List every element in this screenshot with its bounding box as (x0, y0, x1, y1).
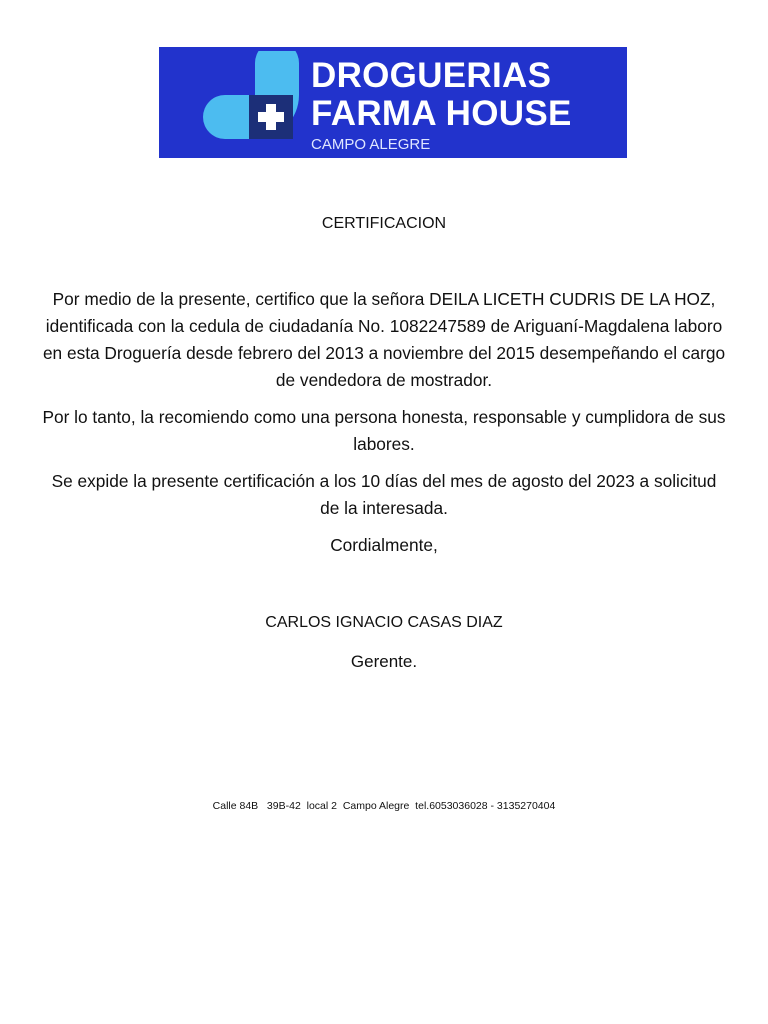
brand-location: CAMPO ALEGRE (311, 136, 431, 153)
signatory-role: Gerente. (350, 652, 418, 671)
body-paragraph: Por lo tanto, la recomiendo como una persona honesta, responsable y cumplidora de sus labores. (42, 407, 726, 454)
closing-salutation: Cordialmente, (330, 535, 438, 555)
brand-name-line2: FARMA HOUSE (311, 94, 572, 133)
footer-address: Calle 84B 39B-42 local 2 Campo Alegre tel.6053036028 - 3135270404 (212, 800, 556, 812)
cross-heart-logo-icon (203, 51, 299, 151)
header-banner (159, 47, 627, 158)
brand-name-line1: DROGUERIAS (311, 56, 552, 95)
document-title: CERTIFICACION (321, 215, 447, 232)
body-paragraph: Se expide la presente certificación a los 10 días del mes de agosto del 2023 a solicitud de la interesada. (51, 471, 717, 518)
certificate-body (40, 286, 728, 569)
body-paragraph: Por medio de la presente, certifico que la señora DEILA LICETH CUDRIS DE LA HOZ, identificada con la cedula de ciudadanía No. 1082247589 de Ariguaní-Magdalena laboro en esta Droguería desde febrero del 2013 a noviembre del 2015 desempeñando el cargo de vendedora de mostrador. (42, 289, 726, 390)
signatory-name: CARLOS IGNACIO CASAS DIAZ (265, 614, 503, 631)
